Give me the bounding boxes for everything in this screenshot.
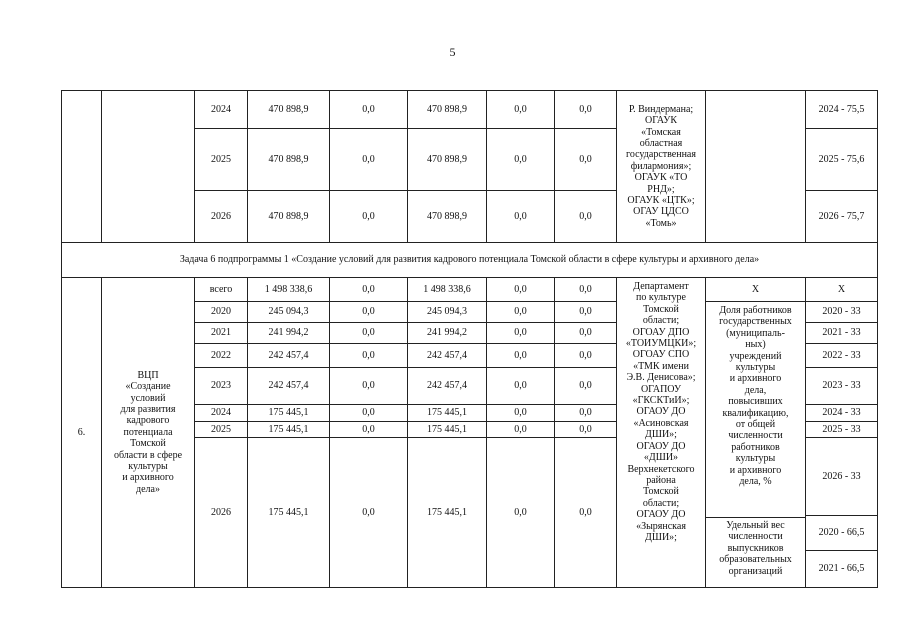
- local-cell: 0,0: [487, 368, 555, 405]
- extrabudget-cell: 0,0: [555, 278, 617, 302]
- indicator-value-cell: 2025 - 75,6: [806, 129, 878, 191]
- regional-cell: 242 457,4: [408, 368, 487, 405]
- total-cell: 175 445,1: [248, 405, 330, 422]
- indicator-value-cell: 2024 - 75,5: [806, 91, 878, 129]
- year-cell: 2026: [195, 191, 248, 243]
- total-cell: 1 498 338,6: [248, 278, 330, 302]
- total-cell: 175 445,1: [248, 438, 330, 588]
- extrabudget-cell: 0,0: [555, 405, 617, 422]
- table-row: [62, 278, 878, 302]
- indicator-value-cell: 2021 - 33: [806, 323, 878, 344]
- local-cell: 0,0: [487, 323, 555, 344]
- federal-cell: 0,0: [330, 129, 408, 191]
- task-title: Задача 6 подпрограммы 1 «Создание условий для развития кадрового потенциала Томской области в сфере культуры и архивного дела»: [62, 243, 878, 278]
- extrabudget-cell: 0,0: [555, 91, 617, 129]
- task-row: [62, 243, 878, 278]
- extrabudget-cell: 0,0: [555, 344, 617, 368]
- indicator-value-cell: 2026 - 75,7: [806, 191, 878, 243]
- total-cell: 470 898,9: [248, 91, 330, 129]
- regional-cell: 470 898,9: [408, 91, 487, 129]
- executor-cell: Департамент по культуре Томской области; ОГОАУ ДПО «ТОИУМЦКИ»; ОГОАУ СПО «ТМК имени Э.В. Денисова»; ОГАПОУ «ГКСКТиИ»; ОГАОУ ДО «Асиновская ДШИ»; ОГАОУ ДО «ДШИ» Верхнекетского района Томской области; ОГАОУ ДО «Зырянская ДШИ»;: [617, 278, 706, 588]
- regional-cell: 175 445,1: [408, 438, 487, 588]
- total-cell: 245 094,3: [248, 302, 330, 323]
- extrabudget-cell: 0,0: [555, 191, 617, 243]
- local-cell: 0,0: [487, 91, 555, 129]
- year-cell: 2025: [195, 129, 248, 191]
- extrabudget-cell: 0,0: [555, 438, 617, 588]
- indicator-name-cell: Х: [706, 278, 806, 302]
- regional-cell: 470 898,9: [408, 129, 487, 191]
- federal-cell: 0,0: [330, 405, 408, 422]
- local-cell: 0,0: [487, 422, 555, 438]
- indicator-value-cell: 2025 - 33: [806, 422, 878, 438]
- row-number-cell: [62, 91, 102, 243]
- total-cell: 470 898,9: [248, 191, 330, 243]
- indicator-value-stack: [806, 438, 878, 588]
- indicator-value-cell: 2020 - 66,5: [806, 516, 877, 551]
- program-name-cell: [102, 91, 195, 243]
- indicator-name-cell: Доля работников государственных (муниципаль- ных) учреждений культуры и архивного дела, повысивших квалификацию, от общей численности работников культуры и архивного дела, % Удельный вес численности выпускников образовательных организаций: [706, 302, 806, 588]
- year-cell: всего: [195, 278, 248, 302]
- year-cell: 2026: [195, 438, 248, 588]
- total-cell: 242 457,4: [248, 368, 330, 405]
- year-cell: 2020: [195, 302, 248, 323]
- local-cell: 0,0: [487, 438, 555, 588]
- regional-cell: 1 498 338,6: [408, 278, 487, 302]
- regional-cell: 245 094,3: [408, 302, 487, 323]
- extrabudget-cell: 0,0: [555, 422, 617, 438]
- indicator-value-cell: 2026 - 33: [806, 438, 877, 516]
- indicator-value-cell: Х: [806, 278, 878, 302]
- federal-cell: 0,0: [330, 91, 408, 129]
- table-row: [62, 91, 878, 129]
- total-cell: 242 457,4: [248, 344, 330, 368]
- federal-cell: 0,0: [330, 323, 408, 344]
- indicator-value-cell: 2021 - 66,5: [818, 563, 865, 574]
- indicator-value-cell: 2022 - 33: [806, 344, 878, 368]
- regional-cell: 175 445,1: [408, 405, 487, 422]
- year-cell: 2025: [195, 422, 248, 438]
- row-number-cell: 6.: [62, 278, 102, 588]
- total-cell: 175 445,1: [248, 422, 330, 438]
- program-name-cell: ВЦП «Создание условий для развития кадрового потенциала Томской области в сфере культуры и архивного дела»: [102, 278, 195, 588]
- total-cell: 470 898,9: [248, 129, 330, 191]
- extrabudget-cell: 0,0: [555, 323, 617, 344]
- regional-cell: 241 994,2: [408, 323, 487, 344]
- federal-cell: 0,0: [330, 422, 408, 438]
- federal-cell: 0,0: [330, 278, 408, 302]
- total-cell: 241 994,2: [248, 323, 330, 344]
- federal-cell: 0,0: [330, 368, 408, 405]
- year-cell: 2022: [195, 344, 248, 368]
- local-cell: 0,0: [487, 405, 555, 422]
- executor-cell: Р. Виндермана; ОГАУК «Томская областная государственная филармония»; ОГАУК «ТО РНД»; ОГАУК «ЦТК»; ОГАУ ЦДСО «Томь»: [617, 91, 706, 243]
- page-number: 5: [449, 45, 456, 59]
- extrabudget-cell: 0,0: [555, 302, 617, 323]
- budget-table: [61, 90, 878, 588]
- indicator-value-cell: 2023 - 33: [806, 368, 878, 405]
- indicator-value-cell: 2024 - 33: [806, 405, 878, 422]
- federal-cell: 0,0: [330, 302, 408, 323]
- local-cell: 0,0: [487, 191, 555, 243]
- year-cell: 2021: [195, 323, 248, 344]
- extrabudget-cell: 0,0: [555, 129, 617, 191]
- year-cell: 2023: [195, 368, 248, 405]
- indicator-value-cell: 2020 - 33: [806, 302, 878, 323]
- indicator-name-cell: [706, 91, 806, 243]
- local-cell: 0,0: [487, 344, 555, 368]
- year-cell: 2024: [195, 91, 248, 129]
- federal-cell: 0,0: [330, 344, 408, 368]
- year-cell: 2024: [195, 405, 248, 422]
- local-cell: 0,0: [487, 278, 555, 302]
- local-cell: 0,0: [487, 129, 555, 191]
- local-cell: 0,0: [487, 302, 555, 323]
- federal-cell: 0,0: [330, 438, 408, 588]
- extrabudget-cell: 0,0: [555, 368, 617, 405]
- regional-cell: 470 898,9: [408, 191, 487, 243]
- regional-cell: 242 457,4: [408, 344, 487, 368]
- regional-cell: 175 445,1: [408, 422, 487, 438]
- federal-cell: 0,0: [330, 191, 408, 243]
